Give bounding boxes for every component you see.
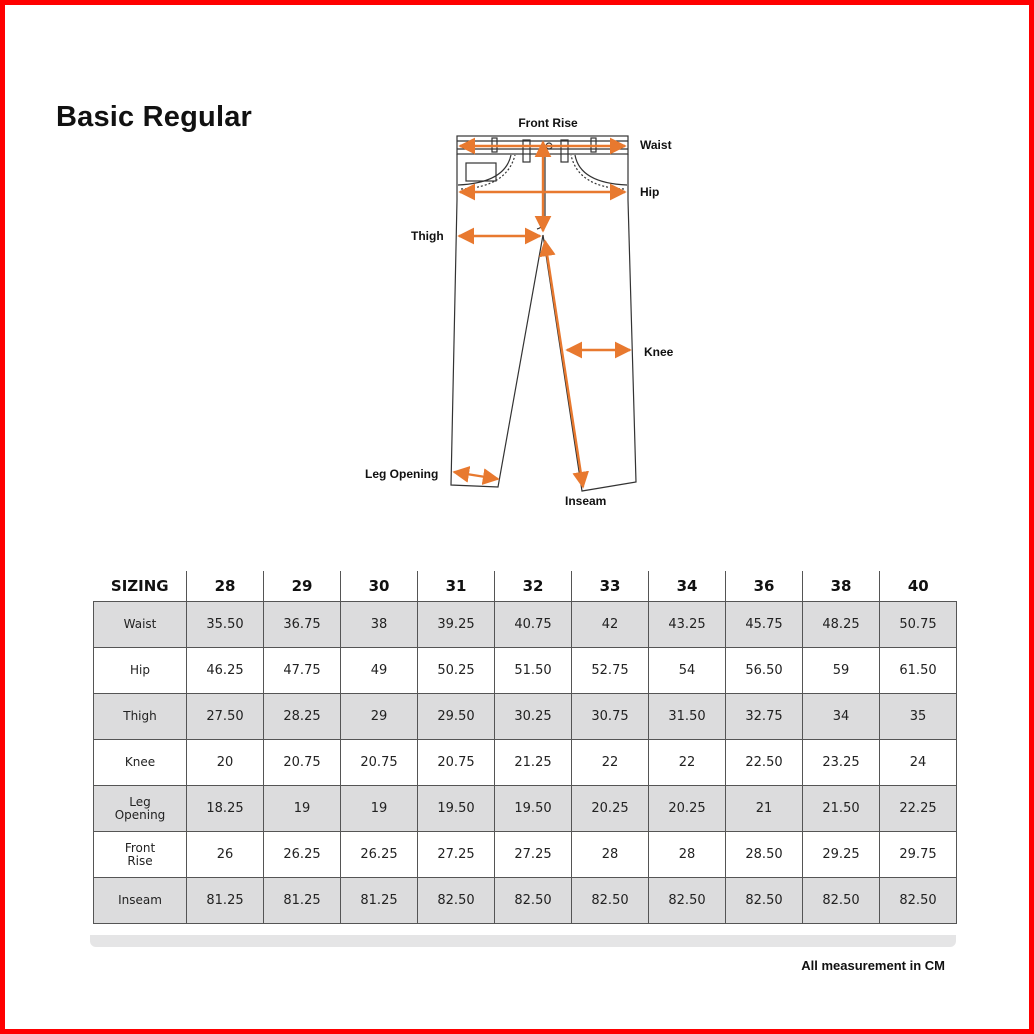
measurement-cell: 20.75: [418, 740, 495, 786]
measurement-cell: 30.75: [572, 694, 649, 740]
measurement-cell: 26.25: [341, 832, 418, 878]
row-label: Thigh: [94, 694, 187, 740]
size-header: 33: [572, 571, 649, 602]
header-row: [94, 571, 957, 602]
label-inseam: Inseam: [565, 494, 607, 508]
pants-diagram: [5, 5, 1034, 545]
measurement-cell: 27.25: [418, 832, 495, 878]
label-front-rise: Front Rise: [518, 116, 578, 130]
measurement-cell: 29.75: [880, 832, 957, 878]
left-leg-outline: [451, 154, 543, 487]
measurement-cell: 19.50: [495, 786, 572, 832]
measurement-cell: 18.25: [187, 786, 264, 832]
measurement-cell: 20.75: [341, 740, 418, 786]
label-knee: Knee: [644, 345, 674, 359]
size-header: 30: [341, 571, 418, 602]
inseam-arrow: [545, 241, 583, 487]
measurement-cell: 24: [880, 740, 957, 786]
measurement-cell: 50.75: [880, 602, 957, 648]
measurement-cell: 26: [187, 832, 264, 878]
measurement-cell: 20.75: [264, 740, 341, 786]
measurement-cell: 40.75: [495, 602, 572, 648]
measurement-cell: 21.25: [495, 740, 572, 786]
measurement-cell: 22: [572, 740, 649, 786]
measurement-arrows: [454, 142, 630, 487]
measurement-cell: 45.75: [726, 602, 803, 648]
measurement-cell: 35.50: [187, 602, 264, 648]
measurement-cell: 22: [649, 740, 726, 786]
measurement-cell: 22.50: [726, 740, 803, 786]
measurement-cell: 21: [726, 786, 803, 832]
measurement-cell: 28.50: [726, 832, 803, 878]
measurement-cell: 31.50: [649, 694, 726, 740]
measurement-cell: 43.25: [649, 602, 726, 648]
table-row: [94, 648, 957, 694]
measurement-cell: 50.25: [418, 648, 495, 694]
measurement-cell: 47.75: [264, 648, 341, 694]
table-row: [94, 740, 957, 786]
measurement-cell: 82.50: [726, 878, 803, 924]
measurement-cell: 20.25: [572, 786, 649, 832]
table-row: [94, 832, 957, 878]
belt-loop-left: [523, 140, 530, 162]
row-label: Front Rise: [94, 832, 187, 878]
measurement-cell: 35: [880, 694, 957, 740]
measurement-cell: 38: [341, 602, 418, 648]
measurement-cell: 82.50: [880, 878, 957, 924]
belt-loop-right: [561, 140, 568, 162]
measurement-cell: 82.50: [572, 878, 649, 924]
measurement-cell: 56.50: [726, 648, 803, 694]
measurement-cell: 20.25: [649, 786, 726, 832]
measurement-cell: 82.50: [649, 878, 726, 924]
measurement-cell: 22.25: [880, 786, 957, 832]
measurement-cell: 52.75: [572, 648, 649, 694]
label-waist: Waist: [640, 138, 672, 152]
measurement-cell: 19.50: [418, 786, 495, 832]
measurement-cell: 49: [341, 648, 418, 694]
measurement-cell: 48.25: [803, 602, 880, 648]
measurement-cell: 30.25: [495, 694, 572, 740]
measurement-cell: 34: [803, 694, 880, 740]
measurement-cell: 59: [803, 648, 880, 694]
measurement-cell: 29: [341, 694, 418, 740]
measurement-cell: 32.75: [726, 694, 803, 740]
size-header: 29: [264, 571, 341, 602]
measurement-cell: 29.50: [418, 694, 495, 740]
measurement-cell: 82.50: [803, 878, 880, 924]
row-label: Leg Opening: [94, 786, 187, 832]
measurement-cell: 54: [649, 648, 726, 694]
table-row: [94, 786, 957, 832]
measurement-cell: 28: [649, 832, 726, 878]
measurement-cell: 82.50: [495, 878, 572, 924]
size-header: 32: [495, 571, 572, 602]
measurement-cell: 28: [572, 832, 649, 878]
label-leg-opening: Leg Opening: [365, 467, 439, 481]
sizing-header: SIZING: [94, 571, 187, 602]
measurement-cell: 42: [572, 602, 649, 648]
measurement-cell: 81.25: [264, 878, 341, 924]
measurement-cell: 19: [264, 786, 341, 832]
size-header: 34: [649, 571, 726, 602]
row-label: Hip: [94, 648, 187, 694]
measurement-cell: 29.25: [803, 832, 880, 878]
table-shadow: [90, 935, 956, 947]
measurement-cell: 46.25: [187, 648, 264, 694]
size-header: 31: [418, 571, 495, 602]
page-title: Basic Regular: [56, 101, 253, 133]
measurement-note: All measurement in CM: [801, 958, 945, 973]
measurement-cell: 26.25: [264, 832, 341, 878]
right-pocket: [575, 155, 627, 185]
table-row: [94, 878, 957, 924]
size-header: 38: [803, 571, 880, 602]
measurement-cell: 81.25: [341, 878, 418, 924]
size-header: 28: [187, 571, 264, 602]
measurement-cell: 61.50: [880, 648, 957, 694]
measurement-cell: 51.50: [495, 648, 572, 694]
measurement-cell: 27.50: [187, 694, 264, 740]
measurement-cell: 27.25: [495, 832, 572, 878]
measurement-cell: 19: [341, 786, 418, 832]
measurement-cell: 21.50: [803, 786, 880, 832]
row-label: Inseam: [94, 878, 187, 924]
measurement-cell: 20: [187, 740, 264, 786]
measurement-cell: 82.50: [418, 878, 495, 924]
size-header: 40: [880, 571, 957, 602]
size-header: 36: [726, 571, 803, 602]
measurement-cell: 23.25: [803, 740, 880, 786]
table-row: [94, 694, 957, 740]
row-label: Knee: [94, 740, 187, 786]
label-thigh: Thigh: [411, 229, 444, 243]
leg-opening-arrow: [454, 472, 498, 479]
size-chart-table: [93, 571, 957, 924]
row-label: Waist: [94, 602, 187, 648]
measurement-cell: 81.25: [187, 878, 264, 924]
label-hip: Hip: [640, 185, 660, 199]
measurement-cell: 28.25: [264, 694, 341, 740]
table-row: [94, 602, 957, 648]
measurement-cell: 36.75: [264, 602, 341, 648]
measurement-cell: 39.25: [418, 602, 495, 648]
